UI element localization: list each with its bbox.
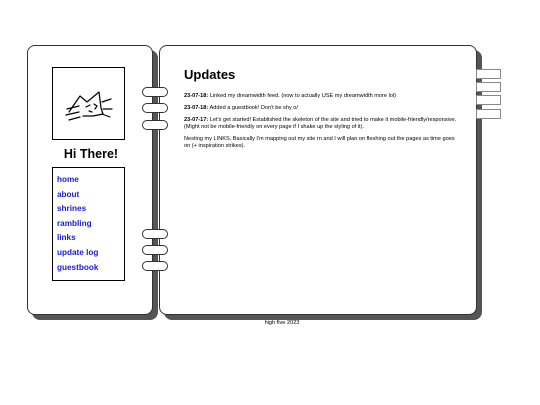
update-entry <box>184 105 458 112</box>
update-text: Linked my dreamwidth feed. (now to actually USE my dreamwidth more lol) <box>208 93 397 99</box>
nav-link-rambling[interactable]: rambling <box>57 218 92 228</box>
nav-link-shrines[interactable]: shrines <box>57 204 87 214</box>
cat-doodle-icon <box>53 68 126 141</box>
page-tab[interactable] <box>476 109 501 119</box>
binder-ring <box>142 245 168 255</box>
binder-ring <box>142 120 168 130</box>
updates-list <box>184 93 458 154</box>
nav-link-update-log[interactable]: update log <box>57 247 99 257</box>
update-entry <box>184 117 458 131</box>
nav-link-links[interactable]: links <box>57 233 76 243</box>
update-text: Nesting my LINKS. Basically I'm mapping out my site rn and I will plan on fleshing out the pages as time goes on (+ inspiration strikes). <box>184 135 455 149</box>
footer-text: high five 2023 <box>264 320 300 326</box>
update-date: 23-07-18: <box>184 104 209 111</box>
content-panel <box>159 45 477 315</box>
page-tab[interactable] <box>476 69 501 79</box>
avatar <box>52 67 125 140</box>
update-entry <box>184 136 458 150</box>
binder-ring <box>142 103 168 113</box>
binder-ring <box>142 87 168 97</box>
update-entry <box>184 93 458 100</box>
sidebar-panel <box>27 45 153 315</box>
page-title: Updates <box>184 67 236 82</box>
greeting-heading: Hi There! <box>63 147 119 161</box>
binder-ring <box>142 261 168 271</box>
update-text: Added a guestbook! Don't be shy o/ <box>208 104 298 111</box>
nav-link-about[interactable]: about <box>57 189 80 199</box>
update-date: 23-07-17: <box>184 116 209 123</box>
update-date: 23-07-18: <box>184 93 209 99</box>
binder-ring <box>142 229 168 239</box>
update-text: Let's get started! Established the skeleton of the site and tried to make it mobile-friendly/responsive. (Might not be mobile-friendly on every page if I shake up the styling of it). <box>184 116 457 130</box>
page-tab[interactable] <box>476 95 501 105</box>
page-tab[interactable] <box>476 82 501 92</box>
nav-link-guestbook[interactable]: guestbook <box>57 262 99 272</box>
nav-link-home[interactable]: home <box>57 175 79 184</box>
sidebar-nav <box>52 167 125 281</box>
